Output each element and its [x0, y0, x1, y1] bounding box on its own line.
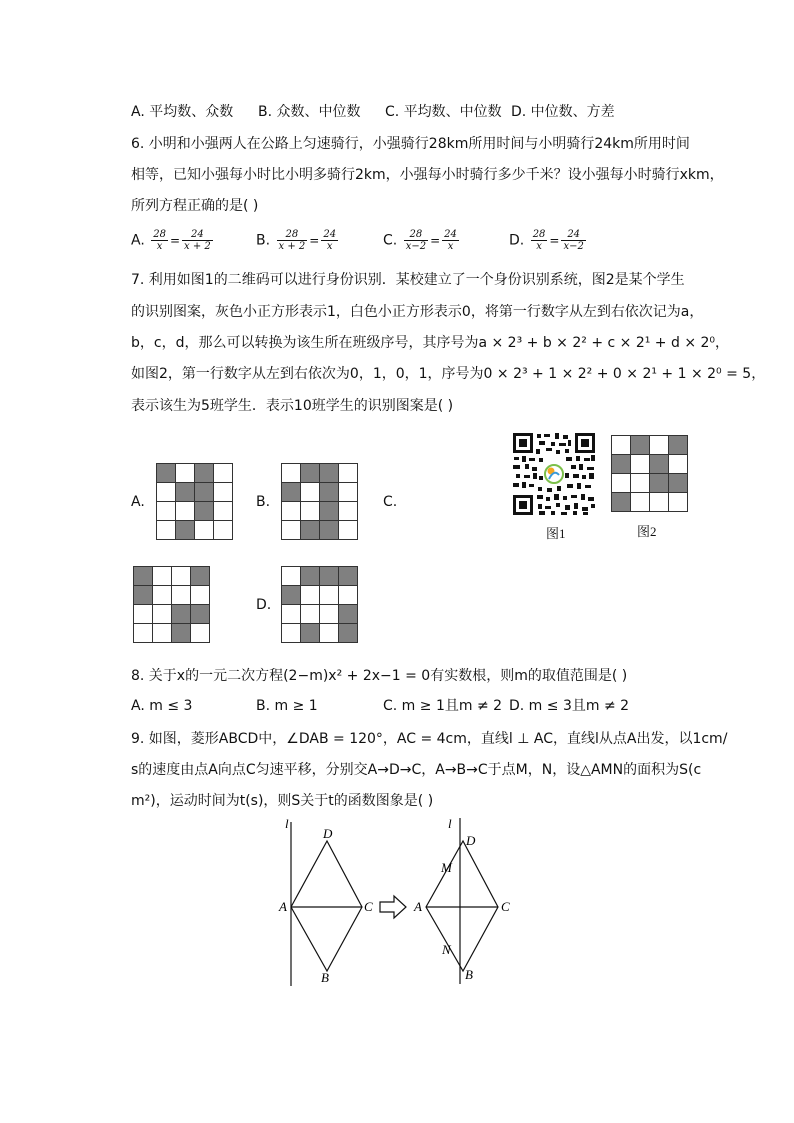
- q6-line-2: 相等，已知小强每小时比小明多骑行2km，小强每小时骑行多少千米？设小强每小时骑行xkm，: [131, 167, 724, 183]
- denominator: x + 2: [278, 241, 306, 252]
- rhombus-right: [426, 841, 498, 971]
- label-c-right: C: [501, 899, 510, 914]
- q7-option-c-grid: [133, 566, 210, 643]
- numerator: 24: [561, 229, 585, 241]
- equals-sign: =: [549, 233, 560, 248]
- q7-option-a-grid: [156, 463, 233, 540]
- label-l-left: l: [285, 816, 289, 831]
- arrow-icon: [380, 896, 406, 918]
- q8-option-d: D. m ≤ 3且m ≠ 2: [509, 698, 630, 714]
- label-c-left: C: [364, 899, 373, 914]
- q6-option-d-label: D.: [509, 232, 525, 249]
- q9-line-3: m²)，运动时间为t(s)，则S关于t的函数图象是( ): [131, 793, 434, 809]
- label-n-right: N: [442, 942, 451, 957]
- rhombus-left: [291, 841, 362, 971]
- q6-option-c-label: C.: [383, 232, 398, 249]
- denominator: x−2: [563, 241, 584, 252]
- q8-option-c: C. m ≥ 1且m ≠ 2: [383, 698, 503, 714]
- numerator: 24: [182, 229, 213, 241]
- label-a-right: A: [414, 899, 422, 914]
- q7-line-1: 7. 利用如图1的二维码可以进行身份识别．某校建立了一个身份识别系统，图2是某个学生: [131, 272, 685, 288]
- equals-sign: =: [169, 233, 181, 248]
- denominator: x: [156, 241, 163, 252]
- fraction: [404, 229, 428, 252]
- fraction: [277, 229, 308, 252]
- q6-option-d: [509, 229, 588, 252]
- numerator: 24: [444, 229, 457, 240]
- fraction: [531, 229, 548, 252]
- q7-option-a-label: A.: [131, 494, 145, 510]
- figure-2-caption: 图2: [637, 524, 657, 539]
- q5-option-c: C. 平均数、中位数: [385, 104, 502, 120]
- q7-option-d-label: D.: [256, 597, 272, 613]
- denominator: x: [326, 241, 333, 252]
- q6-line-3: 所列方程正确的是( ): [131, 198, 259, 214]
- label-d-right: D: [466, 833, 476, 848]
- label-a-left: A: [279, 899, 287, 914]
- q5-option-a: A. 平均数、众数: [131, 104, 234, 120]
- q7-option-d-grid: [281, 566, 358, 643]
- fraction: [151, 229, 168, 252]
- numerator: 28: [532, 229, 546, 240]
- q7-line-4: 如图2，第一行数字从左到右依次为0，1，0，1，序号为0 × 2³ + 1 × 2² + 0 × 2¹ + 1 × 2⁰ = 5，: [131, 366, 766, 382]
- fraction: [182, 229, 213, 252]
- denominator: x: [447, 241, 454, 252]
- qr-code-figure: [511, 431, 597, 517]
- equals-sign: =: [309, 233, 320, 248]
- q7-option-b-grid: [281, 463, 358, 540]
- fraction: [321, 229, 338, 252]
- q5-option-d: D. 中位数、方差: [511, 104, 615, 120]
- numerator: 28: [404, 229, 428, 241]
- denominator: x + 2: [184, 241, 211, 252]
- q6-line-1: 6. 小明和小强两人在公路上匀速骑行，小强骑行28km所用时间与小明骑行24km所用时间: [131, 136, 690, 152]
- label-l-right: l: [448, 816, 452, 831]
- figure-2-grid: [611, 435, 688, 512]
- q8-line-1: 8. 关于x的一元二次方程(2−m)x² + 2x−1 = 0有实数根，则m的取值范围是( ): [131, 668, 628, 684]
- q6-option-b: [256, 229, 340, 252]
- fraction: [561, 229, 585, 252]
- q7-line-5: 表示该生为5班学生．表示10班学生的识别图案是( ): [131, 398, 454, 414]
- q6-option-a: [131, 229, 215, 252]
- label-b-right: B: [465, 967, 473, 982]
- q7-option-c-label: C.: [383, 494, 398, 510]
- denominator: x: [536, 241, 542, 252]
- q7-line-3: b，c，d，那么可以转换为该生所在班级序号，其序号为a × 2³ + b × 2² + c × 2¹ + d × 2⁰，: [131, 335, 730, 351]
- numerator: 28: [153, 229, 166, 240]
- q6-option-c: [383, 229, 461, 252]
- fraction: [442, 229, 459, 252]
- label-d-left: D: [323, 826, 333, 841]
- q8-option-b: B. m ≥ 1: [256, 698, 318, 714]
- q8-option-a: A. m ≤ 3: [131, 698, 193, 714]
- label-m-right: M: [441, 860, 452, 875]
- q5-option-b: B. 众数、中位数: [258, 104, 361, 120]
- denominator: x−2: [405, 241, 427, 252]
- q7-option-b-label: B.: [256, 494, 271, 510]
- q9-line-2: s的速度由点A向点C匀速平移，分别交A→D→C，A→B→C于点M，N，设△AMN的面积为S(c: [131, 762, 702, 778]
- numerator: 24: [323, 229, 337, 240]
- figure-1-caption: 图1: [546, 526, 566, 541]
- equals-sign: =: [430, 233, 441, 248]
- numerator: 28: [277, 229, 308, 241]
- q7-line-2: 的识别图案，灰色小正方形表示1，白色小正方形表示0，将第一行数字从左到右依次记为a，: [131, 304, 704, 320]
- q9-line-1: 9. 如图，菱形ABCD中，∠DAB = 120°，AC = 4cm，直线l ⊥ AC，直线l从点A出发，以1cm/: [131, 731, 728, 747]
- q6-option-a-label: A.: [131, 232, 145, 249]
- rhombus-figure: [276, 814, 536, 990]
- q6-option-b-label: B.: [256, 232, 271, 249]
- label-b-left: B: [321, 970, 329, 985]
